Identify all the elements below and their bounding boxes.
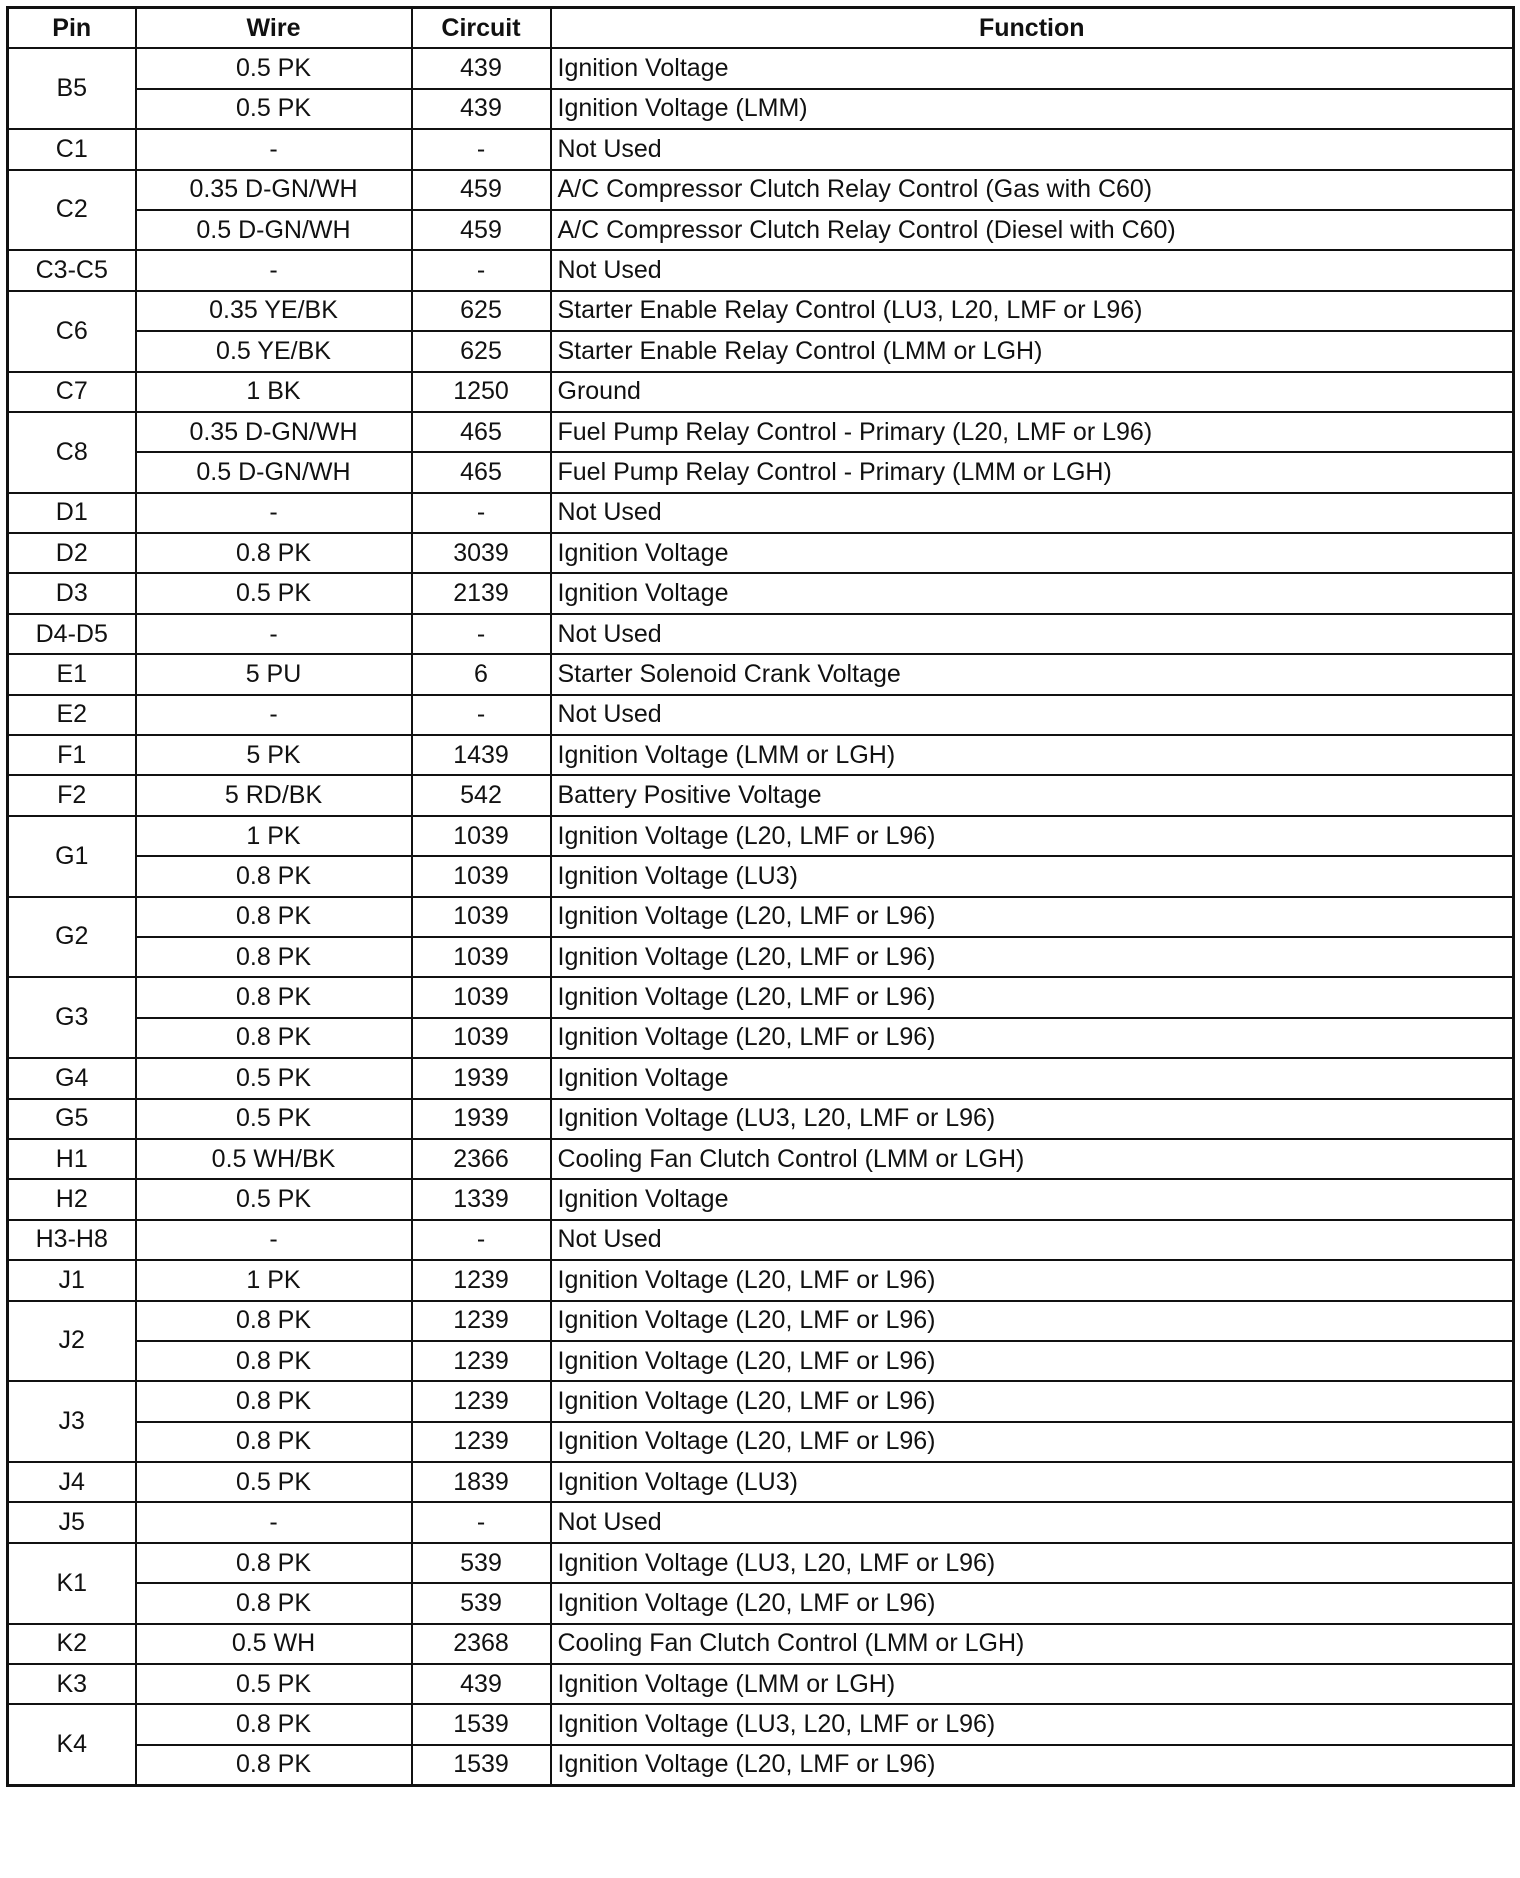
function-cell: Ignition Voltage (L20, LMF or L96) xyxy=(551,1583,1514,1623)
function-cell: Ignition Voltage (LU3, L20, LMF or L96) xyxy=(551,1543,1514,1583)
wire-cell: - xyxy=(136,614,412,654)
table-row xyxy=(8,573,1514,613)
pin-cell: D3 xyxy=(8,573,136,613)
wire-cell: 0.5 PK xyxy=(136,89,412,129)
table-row xyxy=(8,452,1514,492)
table-row xyxy=(8,372,1514,412)
function-cell: Ignition Voltage xyxy=(551,1179,1514,1219)
wire-cell: 0.35 D-GN/WH xyxy=(136,412,412,452)
wire-cell: 0.8 PK xyxy=(136,977,412,1017)
circuit-cell: 6 xyxy=(412,654,551,694)
wire-cell: 0.8 PK xyxy=(136,1745,412,1786)
table-row xyxy=(8,533,1514,573)
table-row xyxy=(8,1624,1514,1664)
table-row xyxy=(8,1704,1514,1744)
function-cell: Ignition Voltage xyxy=(551,533,1514,573)
circuit-cell: 539 xyxy=(412,1583,551,1623)
table-row xyxy=(8,614,1514,654)
pin-cell: C2 xyxy=(8,170,136,251)
wire-cell: 0.8 PK xyxy=(136,1301,412,1341)
function-cell: Not Used xyxy=(551,1502,1514,1542)
wire-cell: 0.5 PK xyxy=(136,1099,412,1139)
circuit-cell: - xyxy=(412,129,551,169)
pin-cell: J2 xyxy=(8,1301,136,1382)
table-row xyxy=(8,170,1514,210)
circuit-cell: 625 xyxy=(412,331,551,371)
function-cell: Battery Positive Voltage xyxy=(551,775,1514,815)
wire-cell: 1 PK xyxy=(136,1260,412,1300)
circuit-cell: 1250 xyxy=(412,372,551,412)
table-row xyxy=(8,897,1514,937)
pin-cell: G5 xyxy=(8,1099,136,1139)
function-cell: Not Used xyxy=(551,1220,1514,1260)
wire-cell: 0.8 PK xyxy=(136,1704,412,1744)
function-cell: Ignition Voltage (LMM or LGH) xyxy=(551,1664,1514,1704)
circuit-cell: - xyxy=(412,493,551,533)
circuit-cell: 1039 xyxy=(412,977,551,1017)
wire-cell: 0.8 PK xyxy=(136,1341,412,1381)
circuit-cell: 1039 xyxy=(412,897,551,937)
wire-cell: 0.8 PK xyxy=(136,1018,412,1058)
wire-cell: 0.8 PK xyxy=(136,1583,412,1623)
table-row xyxy=(8,48,1514,88)
table-row xyxy=(8,1139,1514,1179)
function-cell: Ignition Voltage (LMM or LGH) xyxy=(551,735,1514,775)
table-row xyxy=(8,250,1514,290)
table-row xyxy=(8,654,1514,694)
function-cell: A/C Compressor Clutch Relay Control (Gas with C60) xyxy=(551,170,1514,210)
function-cell: Ignition Voltage (LU3, L20, LMF or L96) xyxy=(551,1704,1514,1744)
wire-cell: - xyxy=(136,129,412,169)
circuit-cell: 3039 xyxy=(412,533,551,573)
circuit-cell: 1239 xyxy=(412,1422,551,1462)
table-row xyxy=(8,1422,1514,1462)
function-cell: Not Used xyxy=(551,250,1514,290)
function-cell: Not Used xyxy=(551,695,1514,735)
function-cell: Fuel Pump Relay Control - Primary (LMM or LGH) xyxy=(551,452,1514,492)
table-row xyxy=(8,1583,1514,1623)
wire-cell: 5 RD/BK xyxy=(136,775,412,815)
circuit-cell: 1239 xyxy=(412,1301,551,1341)
circuit-cell: 1839 xyxy=(412,1462,551,1502)
function-cell: Ignition Voltage (L20, LMF or L96) xyxy=(551,1341,1514,1381)
circuit-cell: 1239 xyxy=(412,1260,551,1300)
pin-cell: C1 xyxy=(8,129,136,169)
wire-cell: 1 BK xyxy=(136,372,412,412)
header-wire: Wire xyxy=(136,8,412,49)
function-cell: Ignition Voltage (LU3) xyxy=(551,856,1514,896)
table-row xyxy=(8,977,1514,1017)
wire-cell: - xyxy=(136,250,412,290)
circuit-cell: 439 xyxy=(412,89,551,129)
pin-cell: H3-H8 xyxy=(8,1220,136,1260)
pin-cell: D2 xyxy=(8,533,136,573)
table-header-row xyxy=(8,8,1514,49)
pin-cell: K2 xyxy=(8,1624,136,1664)
pin-cell: K4 xyxy=(8,1704,136,1785)
function-cell: Ignition Voltage (L20, LMF or L96) xyxy=(551,1301,1514,1341)
pin-cell: H1 xyxy=(8,1139,136,1179)
table-row xyxy=(8,412,1514,452)
wire-cell: 0.8 PK xyxy=(136,937,412,977)
table-row xyxy=(8,1220,1514,1260)
circuit-cell: 1439 xyxy=(412,735,551,775)
table-row xyxy=(8,210,1514,250)
function-cell: Ignition Voltage (L20, LMF or L96) xyxy=(551,1745,1514,1786)
wire-cell: 5 PU xyxy=(136,654,412,694)
circuit-cell: 2139 xyxy=(412,573,551,613)
wire-cell: 0.8 PK xyxy=(136,1381,412,1421)
wire-cell: 0.5 D-GN/WH xyxy=(136,210,412,250)
wire-cell: 0.8 PK xyxy=(136,533,412,573)
circuit-cell: 1939 xyxy=(412,1099,551,1139)
pin-cell: K1 xyxy=(8,1543,136,1624)
wire-cell: 0.5 PK xyxy=(136,1058,412,1098)
header-circuit: Circuit xyxy=(412,8,551,49)
circuit-cell: 625 xyxy=(412,291,551,331)
function-cell: Ignition Voltage xyxy=(551,48,1514,88)
wire-cell: 1 PK xyxy=(136,816,412,856)
circuit-cell: 1939 xyxy=(412,1058,551,1098)
pin-cell: C7 xyxy=(8,372,136,412)
table-row xyxy=(8,493,1514,533)
table-row xyxy=(8,291,1514,331)
circuit-cell: 1239 xyxy=(412,1381,551,1421)
pin-cell: J5 xyxy=(8,1502,136,1542)
pin-cell: G3 xyxy=(8,977,136,1058)
wire-cell: 0.5 WH xyxy=(136,1624,412,1664)
circuit-cell: 439 xyxy=(412,1664,551,1704)
wire-cell: 0.5 PK xyxy=(136,1462,412,1502)
table-row xyxy=(8,129,1514,169)
table-row xyxy=(8,89,1514,129)
function-cell: Cooling Fan Clutch Control (LMM or LGH) xyxy=(551,1624,1514,1664)
wire-cell: - xyxy=(136,695,412,735)
function-cell: Not Used xyxy=(551,493,1514,533)
table-row xyxy=(8,1058,1514,1098)
function-cell: Ignition Voltage (L20, LMF or L96) xyxy=(551,816,1514,856)
pin-cell: B5 xyxy=(8,48,136,129)
circuit-cell: 465 xyxy=(412,412,551,452)
wire-cell: 0.8 PK xyxy=(136,897,412,937)
function-cell: Ignition Voltage (L20, LMF or L96) xyxy=(551,1381,1514,1421)
function-cell: Ignition Voltage (L20, LMF or L96) xyxy=(551,1260,1514,1300)
table-row xyxy=(8,1341,1514,1381)
pin-cell: K3 xyxy=(8,1664,136,1704)
wire-cell: 0.35 D-GN/WH xyxy=(136,170,412,210)
table-row xyxy=(8,1664,1514,1704)
circuit-cell: 2366 xyxy=(412,1139,551,1179)
wire-cell: - xyxy=(136,1220,412,1260)
pin-cell: J1 xyxy=(8,1260,136,1300)
function-cell: Not Used xyxy=(551,614,1514,654)
function-cell: A/C Compressor Clutch Relay Control (Diesel with C60) xyxy=(551,210,1514,250)
function-cell: Ignition Voltage (L20, LMF or L96) xyxy=(551,937,1514,977)
pin-cell: E2 xyxy=(8,695,136,735)
circuit-cell: - xyxy=(412,1502,551,1542)
wire-cell: 0.8 PK xyxy=(136,856,412,896)
table-row xyxy=(8,1179,1514,1219)
table-row xyxy=(8,1099,1514,1139)
circuit-cell: 1239 xyxy=(412,1341,551,1381)
pin-cell: D4-D5 xyxy=(8,614,136,654)
circuit-cell: 1039 xyxy=(412,856,551,896)
circuit-cell: 465 xyxy=(412,452,551,492)
function-cell: Fuel Pump Relay Control - Primary (L20, LMF or L96) xyxy=(551,412,1514,452)
circuit-cell: 459 xyxy=(412,210,551,250)
function-cell: Ignition Voltage (L20, LMF or L96) xyxy=(551,897,1514,937)
function-cell: Ignition Voltage (L20, LMF or L96) xyxy=(551,1018,1514,1058)
wire-cell: 0.5 PK xyxy=(136,1179,412,1219)
circuit-cell: 539 xyxy=(412,1543,551,1583)
connector-pinout-table xyxy=(6,6,1515,1787)
function-cell: Starter Enable Relay Control (LU3, L20, LMF or L96) xyxy=(551,291,1514,331)
table-row xyxy=(8,695,1514,735)
wire-cell: 0.5 PK xyxy=(136,1664,412,1704)
pin-cell: C3-C5 xyxy=(8,250,136,290)
function-cell: Ignition Voltage (L20, LMF or L96) xyxy=(551,977,1514,1017)
circuit-cell: - xyxy=(412,1220,551,1260)
pin-cell: C6 xyxy=(8,291,136,372)
pin-cell: G4 xyxy=(8,1058,136,1098)
table-row xyxy=(8,1260,1514,1300)
table-row xyxy=(8,816,1514,856)
wire-cell: 0.35 YE/BK xyxy=(136,291,412,331)
wire-cell: - xyxy=(136,493,412,533)
pin-cell: D1 xyxy=(8,493,136,533)
circuit-cell: 2368 xyxy=(412,1624,551,1664)
circuit-cell: - xyxy=(412,614,551,654)
function-cell: Not Used xyxy=(551,129,1514,169)
pin-cell: J3 xyxy=(8,1381,136,1462)
table-row xyxy=(8,735,1514,775)
function-cell: Starter Enable Relay Control (LMM or LGH) xyxy=(551,331,1514,371)
pin-cell: G1 xyxy=(8,816,136,897)
wire-cell: 0.5 PK xyxy=(136,573,412,613)
table-row xyxy=(8,937,1514,977)
wire-cell: 0.5 WH/BK xyxy=(136,1139,412,1179)
function-cell: Ground xyxy=(551,372,1514,412)
function-cell: Ignition Voltage xyxy=(551,1058,1514,1098)
wire-cell: 0.5 PK xyxy=(136,48,412,88)
header-function: Function xyxy=(551,8,1514,49)
pin-cell: F2 xyxy=(8,775,136,815)
function-cell: Ignition Voltage xyxy=(551,573,1514,613)
circuit-cell: 1039 xyxy=(412,816,551,856)
function-cell: Cooling Fan Clutch Control (LMM or LGH) xyxy=(551,1139,1514,1179)
table-row xyxy=(8,775,1514,815)
header-pin: Pin xyxy=(8,8,136,49)
function-cell: Starter Solenoid Crank Voltage xyxy=(551,654,1514,694)
wire-cell: - xyxy=(136,1502,412,1542)
function-cell: Ignition Voltage (LMM) xyxy=(551,89,1514,129)
wire-cell: 0.5 D-GN/WH xyxy=(136,452,412,492)
pin-cell: J4 xyxy=(8,1462,136,1502)
pin-cell: C8 xyxy=(8,412,136,493)
pin-cell: G2 xyxy=(8,897,136,978)
circuit-cell: - xyxy=(412,695,551,735)
table-row xyxy=(8,1381,1514,1421)
pin-cell: F1 xyxy=(8,735,136,775)
circuit-cell: 1539 xyxy=(412,1745,551,1786)
circuit-cell: 459 xyxy=(412,170,551,210)
wire-cell: 0.8 PK xyxy=(136,1543,412,1583)
pin-cell: H2 xyxy=(8,1179,136,1219)
wire-cell: 0.8 PK xyxy=(136,1422,412,1462)
pin-cell: E1 xyxy=(8,654,136,694)
table-row xyxy=(8,1543,1514,1583)
table-row xyxy=(8,1462,1514,1502)
function-cell: Ignition Voltage (LU3) xyxy=(551,1462,1514,1502)
circuit-cell: 439 xyxy=(412,48,551,88)
table-row xyxy=(8,856,1514,896)
table-body xyxy=(8,48,1514,1785)
circuit-cell: 1539 xyxy=(412,1704,551,1744)
circuit-cell: - xyxy=(412,250,551,290)
function-cell: Ignition Voltage (LU3, L20, LMF or L96) xyxy=(551,1099,1514,1139)
circuit-cell: 542 xyxy=(412,775,551,815)
circuit-cell: 1039 xyxy=(412,1018,551,1058)
table-row xyxy=(8,331,1514,371)
table-row xyxy=(8,1301,1514,1341)
table-row xyxy=(8,1018,1514,1058)
circuit-cell: 1039 xyxy=(412,937,551,977)
function-cell: Ignition Voltage (L20, LMF or L96) xyxy=(551,1422,1514,1462)
wire-cell: 5 PK xyxy=(136,735,412,775)
table-row xyxy=(8,1745,1514,1786)
circuit-cell: 1339 xyxy=(412,1179,551,1219)
wire-cell: 0.5 YE/BK xyxy=(136,331,412,371)
table-row xyxy=(8,1502,1514,1542)
